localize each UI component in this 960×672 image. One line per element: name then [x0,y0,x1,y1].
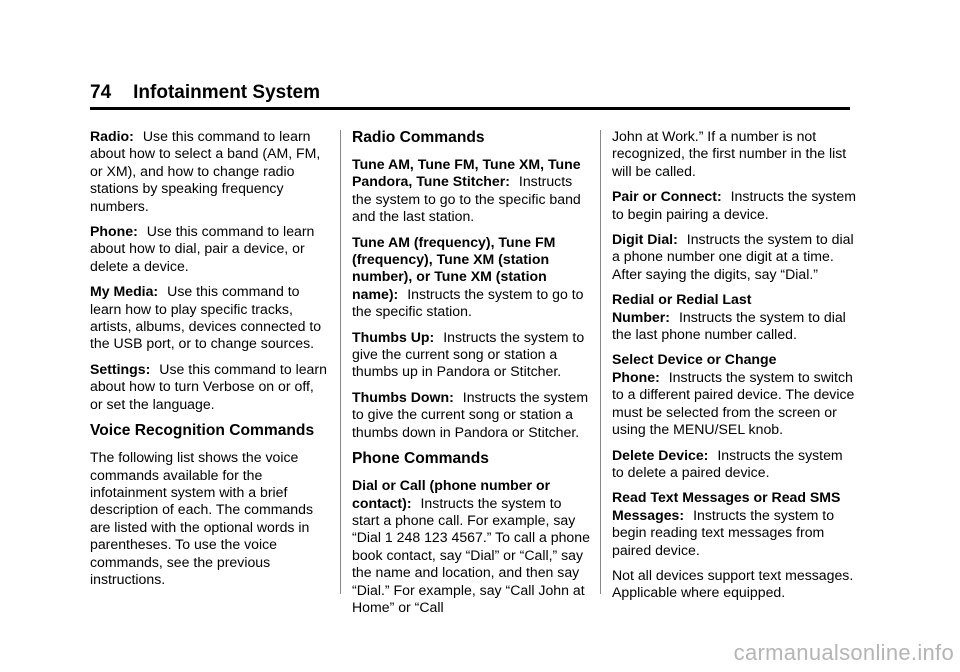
command-term: Tune AM (frequency), Tune FM (frequency), Tune XM (station number), or Tune XM (station name): [352,233,556,302]
command-entry [612,351,857,438]
command-term: Radio: [90,128,134,144]
section-heading: Voice Recognition Commands [90,422,315,440]
column-divider [340,130,341,594]
text-column-3 [612,128,857,610]
paragraph: The following list shows the voice commands available for the infotainment system with a brief description of each. The commands are listed with the optional words in parentheses. To use the voice commands, see the previous instructions. [90,449,314,587]
command-description: Use this command to learn how to play specific tracks, artists, albums, devices connected to the USB port, or to change sources. [90,283,322,352]
command-term: Thumbs Down: [352,388,454,405]
paragraph: Not all devices support text messages. Applicable where equipped. [612,566,854,601]
text-column-2 [352,128,592,624]
paragraph: John at Work.” If a number is not recognized, the first number in the list will be called. [612,128,847,179]
command-description: Use this command to learn about how to turn Verbose on or off, or set the language. [90,360,327,412]
command-term: Pair or Connect: [612,188,722,205]
command-term: Tune AM, Tune FM, Tune XM, Tune Pandora, Tune Stitcher: [352,156,581,190]
command-entry [90,128,330,215]
section-heading: Radio Commands [352,129,485,146]
command-entry [612,447,857,482]
command-term: Select Device or Change Phone: [612,351,777,385]
page-header [90,80,850,110]
command-entry [352,156,592,226]
command-term: Dial or Call (phone number or contact): [352,477,551,511]
command-term: Settings: [90,360,151,377]
page-heading [90,80,850,106]
command-term: Digit Dial: [612,231,678,248]
command-entry [90,223,330,275]
command-entry [612,291,857,343]
command-description: Instructs the system to switch to a different paired device. The device must be selected from the screen or using the MENU/SEL knob. [612,368,855,438]
command-entry [612,188,857,223]
command-description: Use this command to learn about how to select a band (AM, FM, or XM), and how to change radio stations by speaking frequency numbers. [90,128,321,214]
command-entry [612,489,857,559]
command-term: Read Text Messages or Read SMS Messages: [612,489,841,523]
command-term: My Media: [90,283,159,300]
page-number: 74 [90,82,112,103]
section-heading: Phone Commands [352,450,489,468]
text-column-1 [90,128,330,596]
watermark: carmanualsonline.info [733,640,954,665]
command-entry [612,231,857,283]
section-title: Infotainment System [133,82,321,103]
command-description: Instructs the system to dial a phone number one digit at a time. After saying the digits, say “Dial.” [612,231,854,282]
command-term: Delete Device: [612,446,709,463]
command-description: Instructs the system to delete a paired device. [612,446,843,480]
command-entry [352,389,592,441]
command-entry [90,361,330,413]
command-description: Instructs the system to begin reading text messages from paired device. [612,506,835,558]
command-entry [352,477,592,616]
command-term: Phone: [90,223,138,240]
command-description: Instructs the system to give the current song or station a thumbs down in Pandora or Stitcher. [352,388,589,440]
command-description: Instructs the system to give the current song or station a thumbs up in Pandora or Stitcher. [352,328,585,380]
command-term: Thumbs Up: [352,328,435,345]
command-description: Instructs the system to dial the last phone number called. [612,308,846,343]
column-divider [600,130,601,594]
command-entry [90,283,330,353]
command-description: Use this command to learn about how to dial, pair a device, or delete a device. [90,223,315,274]
header-rule [90,107,850,110]
command-description: Instructs the system to go to the specific band and the last station. [352,173,581,225]
command-description: Instructs the system to begin pairing a device. [612,188,856,222]
command-description: Instructs the system to start a phone call. For example, say “Dial 1 248 123 4567.” To call a phone book contact, say “Dial” or “Call,” say the name and location, and then say “Dial.” For example, say “Call John at Home” or “Call [352,494,590,615]
command-entry [352,234,592,321]
command-entry [352,329,592,381]
command-description: Instructs the system to go to the specific station. [352,285,584,320]
command-term: Redial or Redial Last Number: [612,291,752,325]
